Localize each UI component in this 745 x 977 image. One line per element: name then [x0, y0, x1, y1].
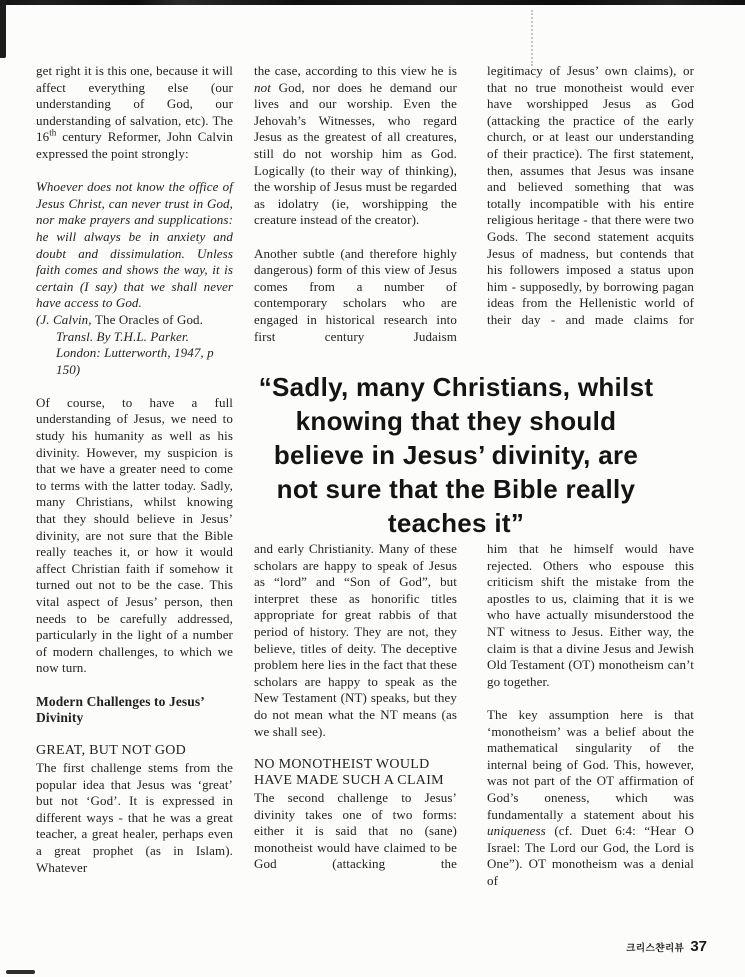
ordinal-superscript: th	[49, 128, 57, 139]
paragraph-text: century Reformer, John Calvin expressed the point strongly:	[36, 129, 233, 161]
paragraph-not-god	[254, 63, 457, 229]
paragraph-rejected: him that he himself would have rejected. Others who espouse this criticism shift the mistake from the apostles to us, claiming that it is we who have actually misunderstood the NT witness to Jesus. Either way, the claim is that a divine Jesus and Jewish Old Testament (OT) monotheism can’t go together.	[487, 541, 694, 689]
paragraph-text: God, nor does he demand our lives and our worship. Even the Jehovah’s Witnesses, who regard Jesus as the greatest of all creatures, still do not worship him as God. Logically (to their way of thinking), the worship of Jesus must be regarded as idolatry (ie, worshipping the creature instead of the creator).	[254, 79, 457, 228]
paragraph-legitimacy: legitimacy of Jesus’ own claims), or that no true monotheist would ever have worshipped Jesus as God (attacking the practice of the early church, or at least our understanding of their practice). The first statement, then, assumes that Jesus was insane and believed something that was totally incompatible with his entire religious heritage - that there were two Gods. The second statement acquits Jesus of madness, but contends that his followers imposed a status upon him - supposedly, by borrowing pagan ideas from the Hellenistic world of their day - and made claims for	[487, 63, 694, 327]
scan-artifact-bottom-dash	[6, 970, 35, 974]
pull-quote-line: believe in Jesus’ divinity, are	[273, 440, 639, 470]
column-3-lower	[487, 541, 694, 889]
page-number: 37	[690, 938, 707, 955]
subheading-no-monotheist: NO MONOTHEIST WOULD HAVE MADE SUCH A CLAIM	[254, 756, 444, 789]
paragraph-second-challenge: The second challenge to Jesus’ divinity takes one of two forms: either it is said that no (sane) monotheist would have claimed to be God (attacking the	[254, 789, 457, 872]
paragraph-of-course: Of course, to have a full understanding of Jesus, we need to study his humanity as well as his divinity. However, my suspicion is that we have a greater need to come to terms with the latter today. Sadly, many Christians, whilst knowing that they should believe in Jesus’ divinity, are not sure that the Bible really teaches it, or how it would affect Christian faith if somehow it turned out not to be the case. This vital aspect of Jesus’ person, then needs to be carefully addressed, particularly in the light of a number of modern challenges, to which we now turn.	[36, 394, 233, 676]
citation-author: (J. Calvin,	[36, 311, 95, 327]
magazine-name: 크리스챤리뷰	[626, 943, 685, 954]
citation-details: Transl. By T.H.L. Parker. London: Lutterworth, 1947, p 150)	[56, 328, 214, 377]
column-2-upper	[254, 63, 457, 345]
emphasis-not: not	[254, 79, 271, 95]
paragraph-key-assumption	[487, 707, 694, 890]
section-heading-modern-challenges: Modern Challenges to Jesus’ Divinity	[36, 693, 204, 726]
subheading-great-but-not-god: GREAT, BUT NOT GOD	[36, 743, 187, 759]
scan-artifact-top-edge	[0, 0, 745, 5]
paragraph-first-challenge: The first challenge stems from the popular idea that Jesus was ‘great’ but not ‘God’. It is expressed in different ways - that he was a great teacher, a great healer, perhaps even a great prophet (as in Islam). Whatever	[36, 759, 233, 875]
column-2-lower	[254, 541, 457, 873]
page-footer	[626, 938, 707, 955]
pull-quote-line: not sure that the Bible really	[276, 474, 636, 504]
blockquote-citation	[36, 312, 233, 378]
citation-title: The Oracles of God.	[94, 311, 203, 327]
pull-quote-line: “Sadly, many Christians, whilst	[258, 372, 654, 402]
column-3-upper	[487, 63, 694, 329]
pull-quote	[180, 370, 732, 540]
paragraph-early-christianity: and early Christianity. Many of these scholars are happy to speak of Jesus as “lord” and “Son of God”, but interpret these as honorific titles appropriate for great rabbis of that period of history. They are not, they believe, titles of deity. The deceptive problem here lies in the fact that these scholars are happy to speak as the New Testament (NT) speaks, but they do not mean what the NT means (as we shall see).	[254, 541, 457, 739]
scan-speckle	[531, 10, 535, 66]
paragraph-another-subtle: Another subtle (and therefore highly dangerous) form of this view of Jesus comes from a number of contemporary scholars who are engaged in historical research into first century Judaism	[254, 245, 457, 344]
pull-quote-line: knowing that they should	[295, 406, 617, 436]
pull-quote-line: teaches it”	[387, 508, 525, 538]
blockquote-text: Whoever does not know the office of Jesus Christ, can never trust in God, nor make prayers and supplications: he will always be in anxiety and doubt and dissimulation. Unless faith comes and shows the way, it is certain (I say) that we shall never have access to God.	[36, 179, 233, 311]
scan-artifact-left-edge	[0, 0, 6, 58]
paragraph-text: get right it is this one, because it will affect everything else (our understanding of God, our understanding of salvation, etc). The 16	[36, 63, 233, 145]
paragraph-text: The key assumption here is that ‘monotheism’ was a belief about the mathematical singularity of the internal being of God. This, however, was not part of the OT affirmation of God’s oneness, which was fundamentally a statement about his	[487, 706, 694, 822]
paragraph-text: the case, according to this view he is	[254, 63, 457, 78]
calvin-blockquote	[36, 179, 233, 378]
emphasis-uniqueness: uniqueness	[487, 823, 546, 839]
paragraph-text: (cf. Duet 6:4: “Hear O Israel: The Lord our God, the Lord is One”). OT monotheism was a denial of	[487, 823, 694, 888]
paragraph-intro	[36, 63, 233, 163]
